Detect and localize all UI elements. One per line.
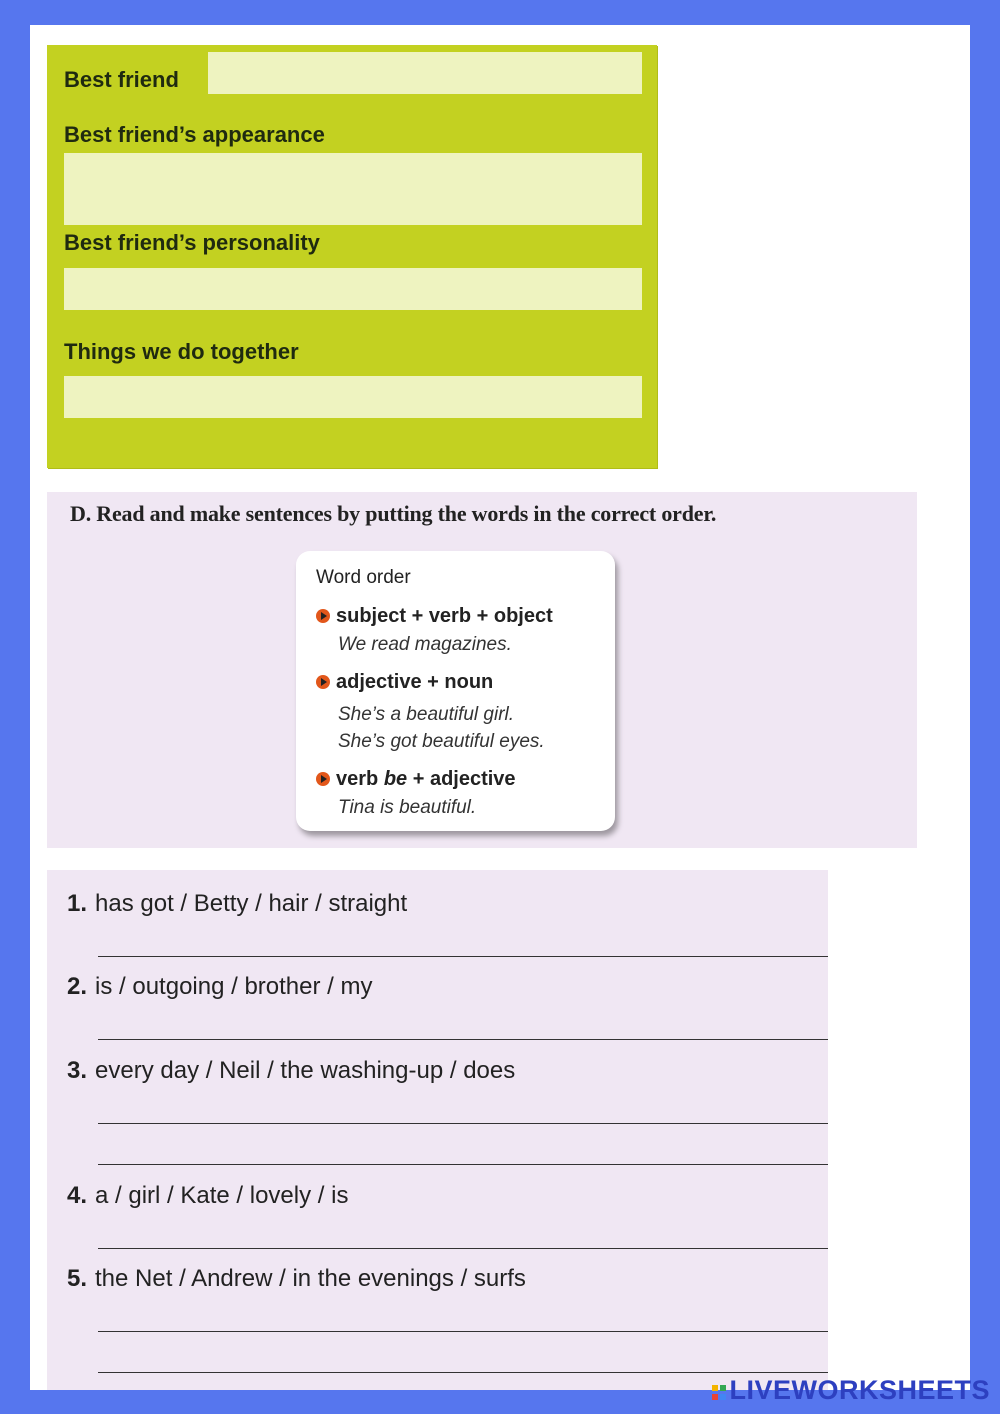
personality-label: Best friend’s personality: [64, 230, 320, 255]
rule-2-example-2: She’s got beautiful eyes.: [338, 731, 545, 752]
answer-line-1[interactable]: [98, 956, 828, 957]
answer-line-5b[interactable]: [98, 1372, 828, 1373]
rule-3-example: Tina is beautiful.: [338, 797, 477, 818]
section-d-instruction: D. Read and make sentences by putting the words in the correct order.: [70, 501, 717, 526]
rule-2: adjective + noun: [316, 671, 493, 694]
play-arrow-icon: [316, 772, 330, 786]
exercise-item-4: 4. a / girl / Kate / lovely / is: [67, 1182, 349, 1209]
best-friend-label: Best friend: [64, 67, 179, 92]
play-arrow-icon: [316, 675, 330, 689]
answer-line-4[interactable]: [98, 1248, 828, 1249]
together-field[interactable]: [64, 376, 642, 418]
word-order-card: [296, 551, 615, 831]
play-arrow-icon: [316, 609, 330, 623]
logo-squares-icon: [711, 1383, 729, 1401]
rule-2-example-1: She’s a beautiful girl.: [338, 704, 515, 725]
appearance-field[interactable]: [64, 153, 642, 225]
rule-3: verb be + adjective: [316, 768, 516, 791]
liveworksheets-logo: LIVEWORKSHEETS: [711, 1375, 990, 1406]
best-friend-form: [47, 45, 657, 468]
personality-field[interactable]: [64, 268, 642, 310]
rule-1: subject + verb + object: [316, 605, 553, 628]
answer-line-2[interactable]: [98, 1039, 828, 1040]
answer-line-3b[interactable]: [98, 1164, 828, 1165]
exercise-item-5: 5. the Net / Andrew / in the evenings / surfs: [67, 1265, 526, 1292]
exercise-item-1: 1. has got / Betty / hair / straight: [67, 890, 408, 917]
answer-line-3a[interactable]: [98, 1123, 828, 1124]
exercise-list: [47, 870, 828, 1390]
answer-line-5a[interactable]: [98, 1331, 828, 1332]
best-friend-field[interactable]: [208, 52, 642, 94]
worksheet-page: [30, 25, 970, 1390]
exercise-item-3: 3. every day / Neil / the washing-up / does: [67, 1057, 516, 1084]
appearance-label: Best friend’s appearance: [64, 122, 325, 147]
together-label: Things we do together: [64, 339, 299, 364]
exercise-item-2: 2. is / outgoing / brother / my: [67, 973, 373, 1000]
card-title: Word order: [316, 567, 411, 588]
rule-1-example: We read magazines.: [338, 634, 512, 655]
section-d: [47, 492, 917, 848]
